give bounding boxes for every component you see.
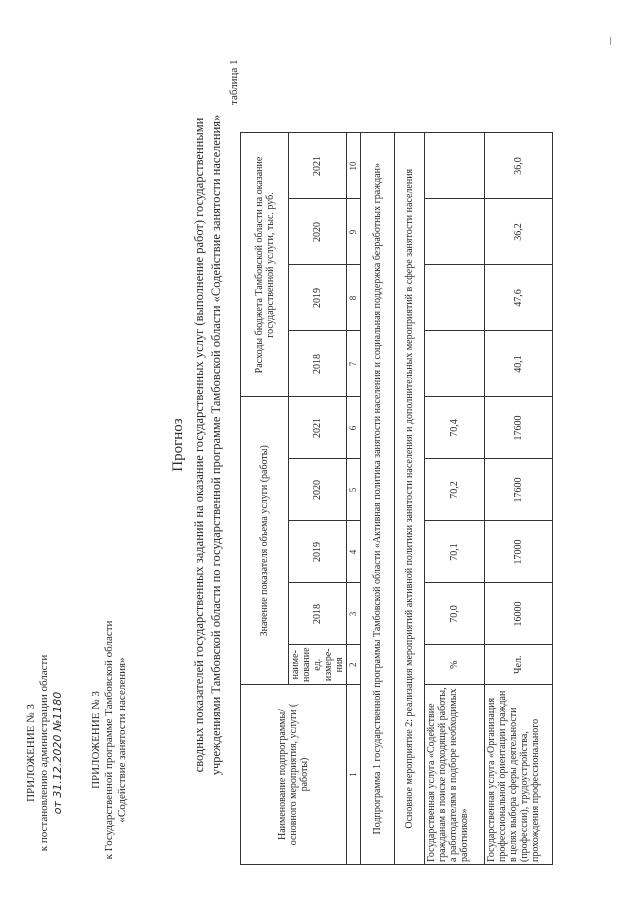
document-subtitle	[191, 65, 225, 825]
column-number: 9	[347, 199, 361, 265]
value-cell: 17000	[485, 521, 553, 583]
year-cell: 2019	[289, 521, 347, 583]
unit-cell: Чел.	[485, 645, 553, 685]
expense-cell	[425, 199, 485, 265]
column-number: 8	[347, 265, 361, 331]
program-name: «Содействие занятости населения»	[116, 657, 128, 823]
year-cell: 2018	[289, 331, 347, 397]
header-cell-expense: Расходы бюджета Тамбовской области на оказание государственной услуги, тыс. руб.	[241, 133, 289, 397]
appendix-header-program	[90, 590, 129, 890]
scan-mark	[610, 37, 615, 45]
column-number: 4	[347, 521, 361, 583]
value-cell: 70,4	[425, 397, 485, 459]
subtitle-line-2: учреждениями Тамбовской области по государственной программе Тамбовской области «Содействие занятости населения»	[209, 114, 223, 776]
year-cell: 2020	[289, 459, 347, 521]
column-number: 10	[347, 133, 361, 199]
column-number: 3	[347, 583, 361, 645]
value-cell: 17600	[485, 397, 553, 459]
column-number: 1	[347, 685, 361, 865]
document-title: Прогноз	[170, 418, 186, 472]
value-cell: 17600	[485, 459, 553, 521]
subtitle-line-1: сводных показателей государственных заданий на оказание государственных услуг (выполнение работ) государственными	[192, 117, 206, 773]
expense-cell: 47,6	[485, 265, 553, 331]
table-label: таблица 1	[228, 59, 240, 105]
column-number: 7	[347, 331, 361, 397]
main-activity-row: Основное мероприятие 2: реализация мероприятий активной политики занятости населения и дополнительных мероприятий в сфере занятости населения	[395, 133, 425, 865]
year-cell: 2018	[289, 583, 347, 645]
year-cell: 2021	[289, 133, 347, 199]
year-cell: 2021	[289, 397, 347, 459]
value-cell: 16000	[485, 583, 553, 645]
column-number: 5	[347, 459, 361, 521]
program-reference: к Государственной программе Тамбовской области	[103, 620, 115, 860]
value-cell: 70,0	[425, 583, 485, 645]
subprogram-row: Подпрограмма 1 государственной программы Тамбовской области «Активная политика занятости населения и социальная поддержка безработных граждан»	[361, 133, 395, 865]
header-cell-name: Наименование подпрограммы/ основного мероприятия, услуги ( работы)	[241, 685, 347, 865]
unit-cell: %	[425, 645, 485, 685]
column-number: 6	[347, 397, 361, 459]
expense-cell: 36,2	[485, 199, 553, 265]
column-number: 2	[347, 645, 361, 685]
expense-cell	[425, 331, 485, 397]
appendix-reference: к постановлению администрации области	[38, 654, 50, 852]
expense-cell	[425, 133, 485, 199]
year-cell: 2020	[289, 199, 347, 265]
header-cell-unit: наиме-нование ед. измере-ния	[289, 645, 347, 685]
service-name: Государственная услуга «Содействие гражданам в поиске подходящей работы, а работодателям в подборе необходимых работников»	[425, 685, 485, 865]
table-row	[485, 133, 553, 865]
appendix-number-2: ПРИЛОЖЕНИЕ № 3	[90, 691, 102, 789]
expense-cell: 36,0	[485, 133, 553, 199]
expense-cell	[425, 265, 485, 331]
appendix-number: ПРИЛОЖЕНИЕ № 3	[25, 704, 37, 802]
decree-date-number: от 31.12.2020 №1180	[51, 691, 64, 815]
value-cell: 70,1	[425, 521, 485, 583]
header-cell-volume: Значение показателя объема услуги (работы)	[241, 397, 289, 685]
appendix-header-decree	[25, 618, 64, 888]
table-row	[425, 133, 485, 865]
title-block	[170, 65, 225, 825]
expense-cell: 40,1	[485, 331, 553, 397]
year-cell: 2019	[289, 265, 347, 331]
service-name: Государственная услуга «Организация профессиональной ориентации граждан в целях выбора сферы деятельности (профессии), трудоустройства, прохождения профессионального	[485, 685, 553, 865]
forecast-table	[240, 132, 553, 865]
value-cell: 70,2	[425, 459, 485, 521]
